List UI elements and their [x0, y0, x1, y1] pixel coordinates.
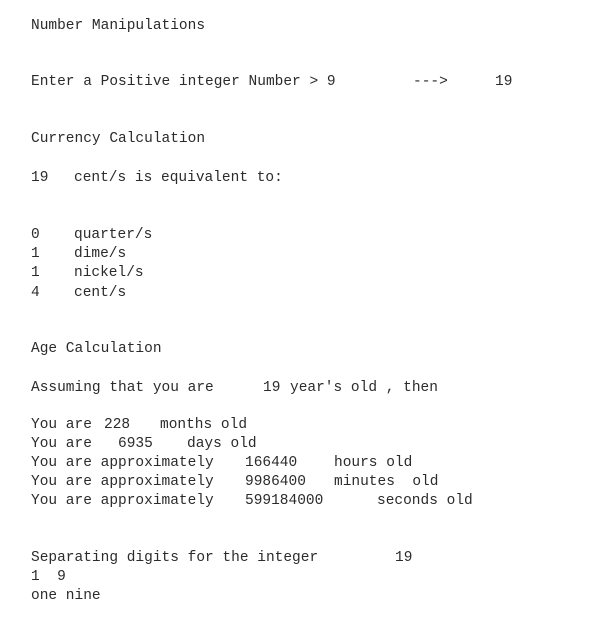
- age-assume-prefix: Assuming that you are: [31, 380, 214, 396]
- minutes-suffix: minutes old: [334, 474, 439, 490]
- prompt-arrow: --->: [413, 74, 448, 90]
- minutes-prefix: You are approximately: [31, 474, 214, 490]
- digits-label: Separating digits for the integer: [31, 550, 319, 566]
- dime-count: 1: [31, 246, 40, 262]
- months-prefix: You are: [31, 417, 92, 433]
- digits-integer: 19: [395, 550, 413, 566]
- seconds-prefix: You are approximately: [31, 493, 214, 509]
- input-prompt-label: Enter a Positive integer Number > 9: [31, 74, 336, 90]
- currency-heading: Currency Calculation: [31, 131, 206, 147]
- hours-suffix: hours old: [334, 455, 413, 471]
- age-heading: Age Calculation: [31, 341, 162, 357]
- cent-label: cent/s: [74, 285, 127, 301]
- seconds-value: 599184000: [245, 493, 324, 509]
- age-assume-suffix: year's old , then: [290, 380, 438, 396]
- currency-amount: 19: [31, 170, 49, 186]
- quarter-label: quarter/s: [74, 227, 153, 243]
- nickel-label: nickel/s: [74, 265, 144, 281]
- quarter-count: 0: [31, 227, 40, 243]
- days-suffix: days old: [187, 436, 257, 452]
- age-years: 19: [263, 380, 281, 396]
- dime-label: dime/s: [74, 246, 127, 262]
- currency-intro: cent/s is equivalent to:: [74, 170, 283, 186]
- input-value: 19: [495, 74, 513, 90]
- program-title: Number Manipulations: [31, 18, 206, 34]
- minutes-value: 9986400: [245, 474, 306, 490]
- seconds-suffix: seconds old: [377, 493, 473, 509]
- days-value: 6935: [118, 436, 153, 452]
- digits-line: 1 9: [31, 569, 66, 585]
- digits-words: one nine: [31, 588, 101, 604]
- months-suffix: months old: [160, 417, 248, 433]
- months-value: 228: [104, 417, 131, 433]
- hours-prefix: You are approximately: [31, 455, 214, 471]
- cent-count: 4: [31, 285, 40, 301]
- hours-value: 166440: [245, 455, 298, 471]
- nickel-count: 1: [31, 265, 40, 281]
- days-prefix: You are: [31, 436, 92, 452]
